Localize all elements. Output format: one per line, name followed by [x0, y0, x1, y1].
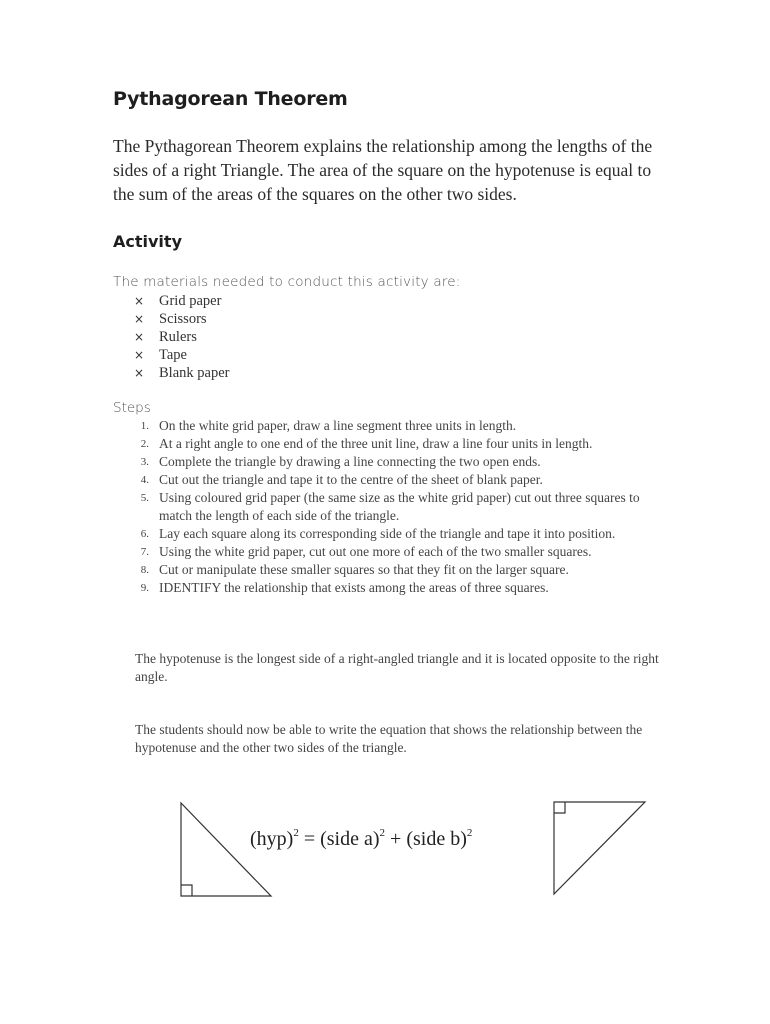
pythagorean-equation	[250, 827, 472, 851]
material-label: Scissors	[159, 311, 207, 327]
step-number: 3.	[140, 456, 149, 468]
triangle-outline	[554, 802, 645, 894]
right-triangle-right-diagram	[550, 798, 650, 898]
step-number: 7.	[140, 546, 149, 558]
step-item	[113, 471, 673, 489]
step-item	[113, 579, 673, 597]
step-number: 5.	[140, 492, 149, 504]
step-text: Using coloured grid paper (the same size as the white grid paper) cut out three squares to match the length of each side of the triangle.	[159, 490, 640, 523]
step-item	[113, 561, 673, 579]
equation-equals: =	[298, 828, 321, 850]
material-label: Rulers	[159, 329, 197, 345]
equation-hyp: (hyp)	[250, 828, 294, 850]
step-item	[113, 453, 673, 471]
exponent: 2	[293, 827, 299, 839]
exponent: 2	[379, 827, 386, 839]
exponent: 2	[466, 827, 473, 839]
steps-heading: Steps	[113, 400, 151, 416]
intro-paragraph: The Pythagorean Theorem explains the relationship among the lengths of the sides of a right Triangle. The area of the square on the hypotenuse is equal to the sum of the areas of the squares on the other two sides.	[113, 136, 653, 204]
material-label: Tape	[159, 347, 187, 363]
activity-heading: Activity	[113, 232, 182, 251]
step-item	[113, 417, 673, 435]
list-item	[113, 310, 229, 328]
step-item	[113, 435, 673, 453]
equation-side-b: (side b)	[406, 828, 467, 850]
materials-list	[113, 292, 229, 382]
step-item	[113, 489, 673, 525]
material-label: Blank paper	[159, 365, 230, 381]
page-title: Pythagorean Theorem	[113, 88, 348, 110]
equation-side-a: (side a)	[320, 828, 380, 850]
step-text: Cut out the triangle and tape it to the centre of the sheet of blank paper.	[159, 472, 543, 487]
list-item	[113, 364, 229, 382]
step-number: 4.	[140, 474, 149, 486]
bullet-x-icon: ×	[134, 312, 145, 326]
bullet-x-icon: ×	[134, 348, 145, 362]
step-number: 6.	[140, 528, 149, 540]
steps-list	[113, 417, 673, 597]
material-label: Grid paper	[159, 293, 222, 309]
step-text: Using the white grid paper, cut out one more of each of the two smaller squares.	[159, 544, 592, 559]
right-angle-marker	[554, 802, 565, 813]
bullet-x-icon: ×	[134, 330, 145, 344]
step-text: At a right angle to one end of the three unit line, draw a line four units in length.	[159, 436, 593, 451]
bullet-x-icon: ×	[134, 294, 145, 308]
step-text: Lay each square along its corresponding side of the triangle and tape it into position.	[159, 526, 616, 541]
step-text: On the white grid paper, draw a line segment three units in length.	[159, 418, 517, 433]
equation-plus: +	[385, 828, 407, 850]
list-item	[113, 328, 229, 346]
list-item	[113, 346, 229, 364]
materials-intro: The materials needed to conduct this activity are:	[113, 274, 461, 290]
bullet-x-icon: ×	[134, 366, 145, 380]
step-text: Complete the triangle by drawing a line connecting the two open ends.	[159, 454, 541, 469]
list-item	[113, 292, 229, 310]
step-text: Cut or manipulate these smaller squares so that they fit on the larger square.	[159, 562, 569, 577]
right-angle-marker	[181, 885, 192, 896]
step-number: 8.	[140, 564, 149, 576]
step-number: 1.	[140, 420, 149, 432]
step-text: IDENTIFY the relationship that exists among the areas of three squares.	[159, 580, 549, 595]
step-number: 2.	[140, 438, 149, 450]
equation-intro-note: The students should now be able to write the equation that shows the relationship between the hypotenuse and the other two sides of the triangle.	[135, 722, 643, 755]
hypotenuse-note: The hypotenuse is the longest side of a right-angled triangle and it is located opposite to the right angle.	[135, 651, 659, 684]
step-item	[113, 543, 673, 561]
step-number: 9.	[140, 582, 149, 594]
step-item	[113, 525, 673, 543]
